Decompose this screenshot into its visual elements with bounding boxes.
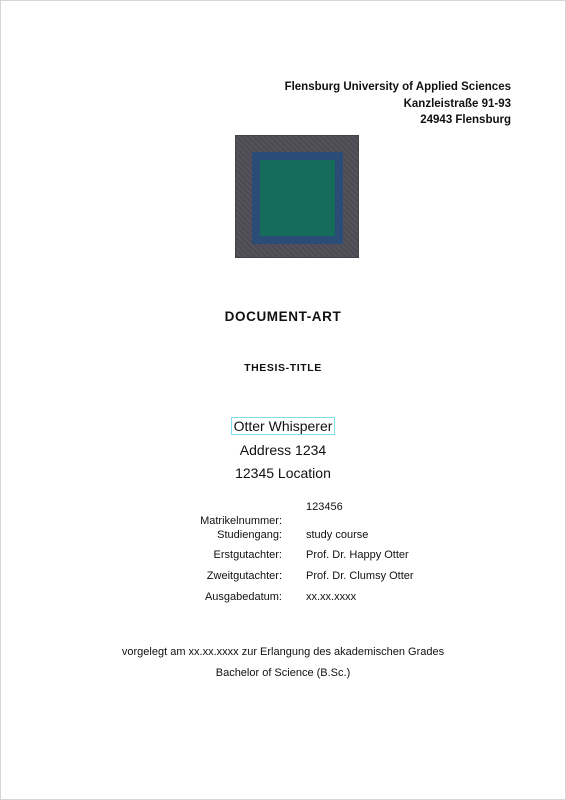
ausgabedatum-label: Ausgabedatum: <box>204 591 282 603</box>
studiengang-value: study course <box>306 529 369 541</box>
zweitgutachter-label: Zweitgutachter: <box>206 570 282 582</box>
author-address: Address 1234 <box>239 441 327 458</box>
university-address-block <box>285 79 511 129</box>
document-type: DOCUMENT-ART <box>224 309 342 324</box>
erstgutachter-value: Prof. Dr. Happy Otter <box>306 549 409 561</box>
author-name[interactable]: Otter Whisperer <box>231 417 336 435</box>
erstgutachter-label: Erstgutachter: <box>213 549 282 561</box>
matrikelnummer-label: Matrikelnummer: <box>200 515 282 527</box>
author-location: 12345 Location <box>235 465 331 481</box>
zweitgutachter-value: Prof. Dr. Clumsy Otter <box>306 570 414 582</box>
university-city: 24943 Flensburg <box>420 114 511 126</box>
submission-statement: vorgelegt am xx.xx.xxxx zur Erlangung des akademischen Grades <box>121 646 445 658</box>
thesis-title: THESIS-TITLE <box>244 362 322 374</box>
university-name: Flensburg University of Applied Sciences <box>284 81 511 93</box>
degree-name: Bachelor of Science (B.Sc.) <box>215 667 351 679</box>
logo-center <box>260 160 335 236</box>
logo-frame <box>252 152 343 244</box>
studiengang-label: Studiengang: <box>217 529 282 541</box>
author-block <box>1 415 565 486</box>
university-street: Kanzleistraße 91-93 <box>403 97 511 110</box>
matrikelnummer-value: 123456 <box>306 501 343 513</box>
university-logo-icon <box>235 135 359 258</box>
ausgabedatum-value: xx.xx.xxxx <box>306 591 357 603</box>
